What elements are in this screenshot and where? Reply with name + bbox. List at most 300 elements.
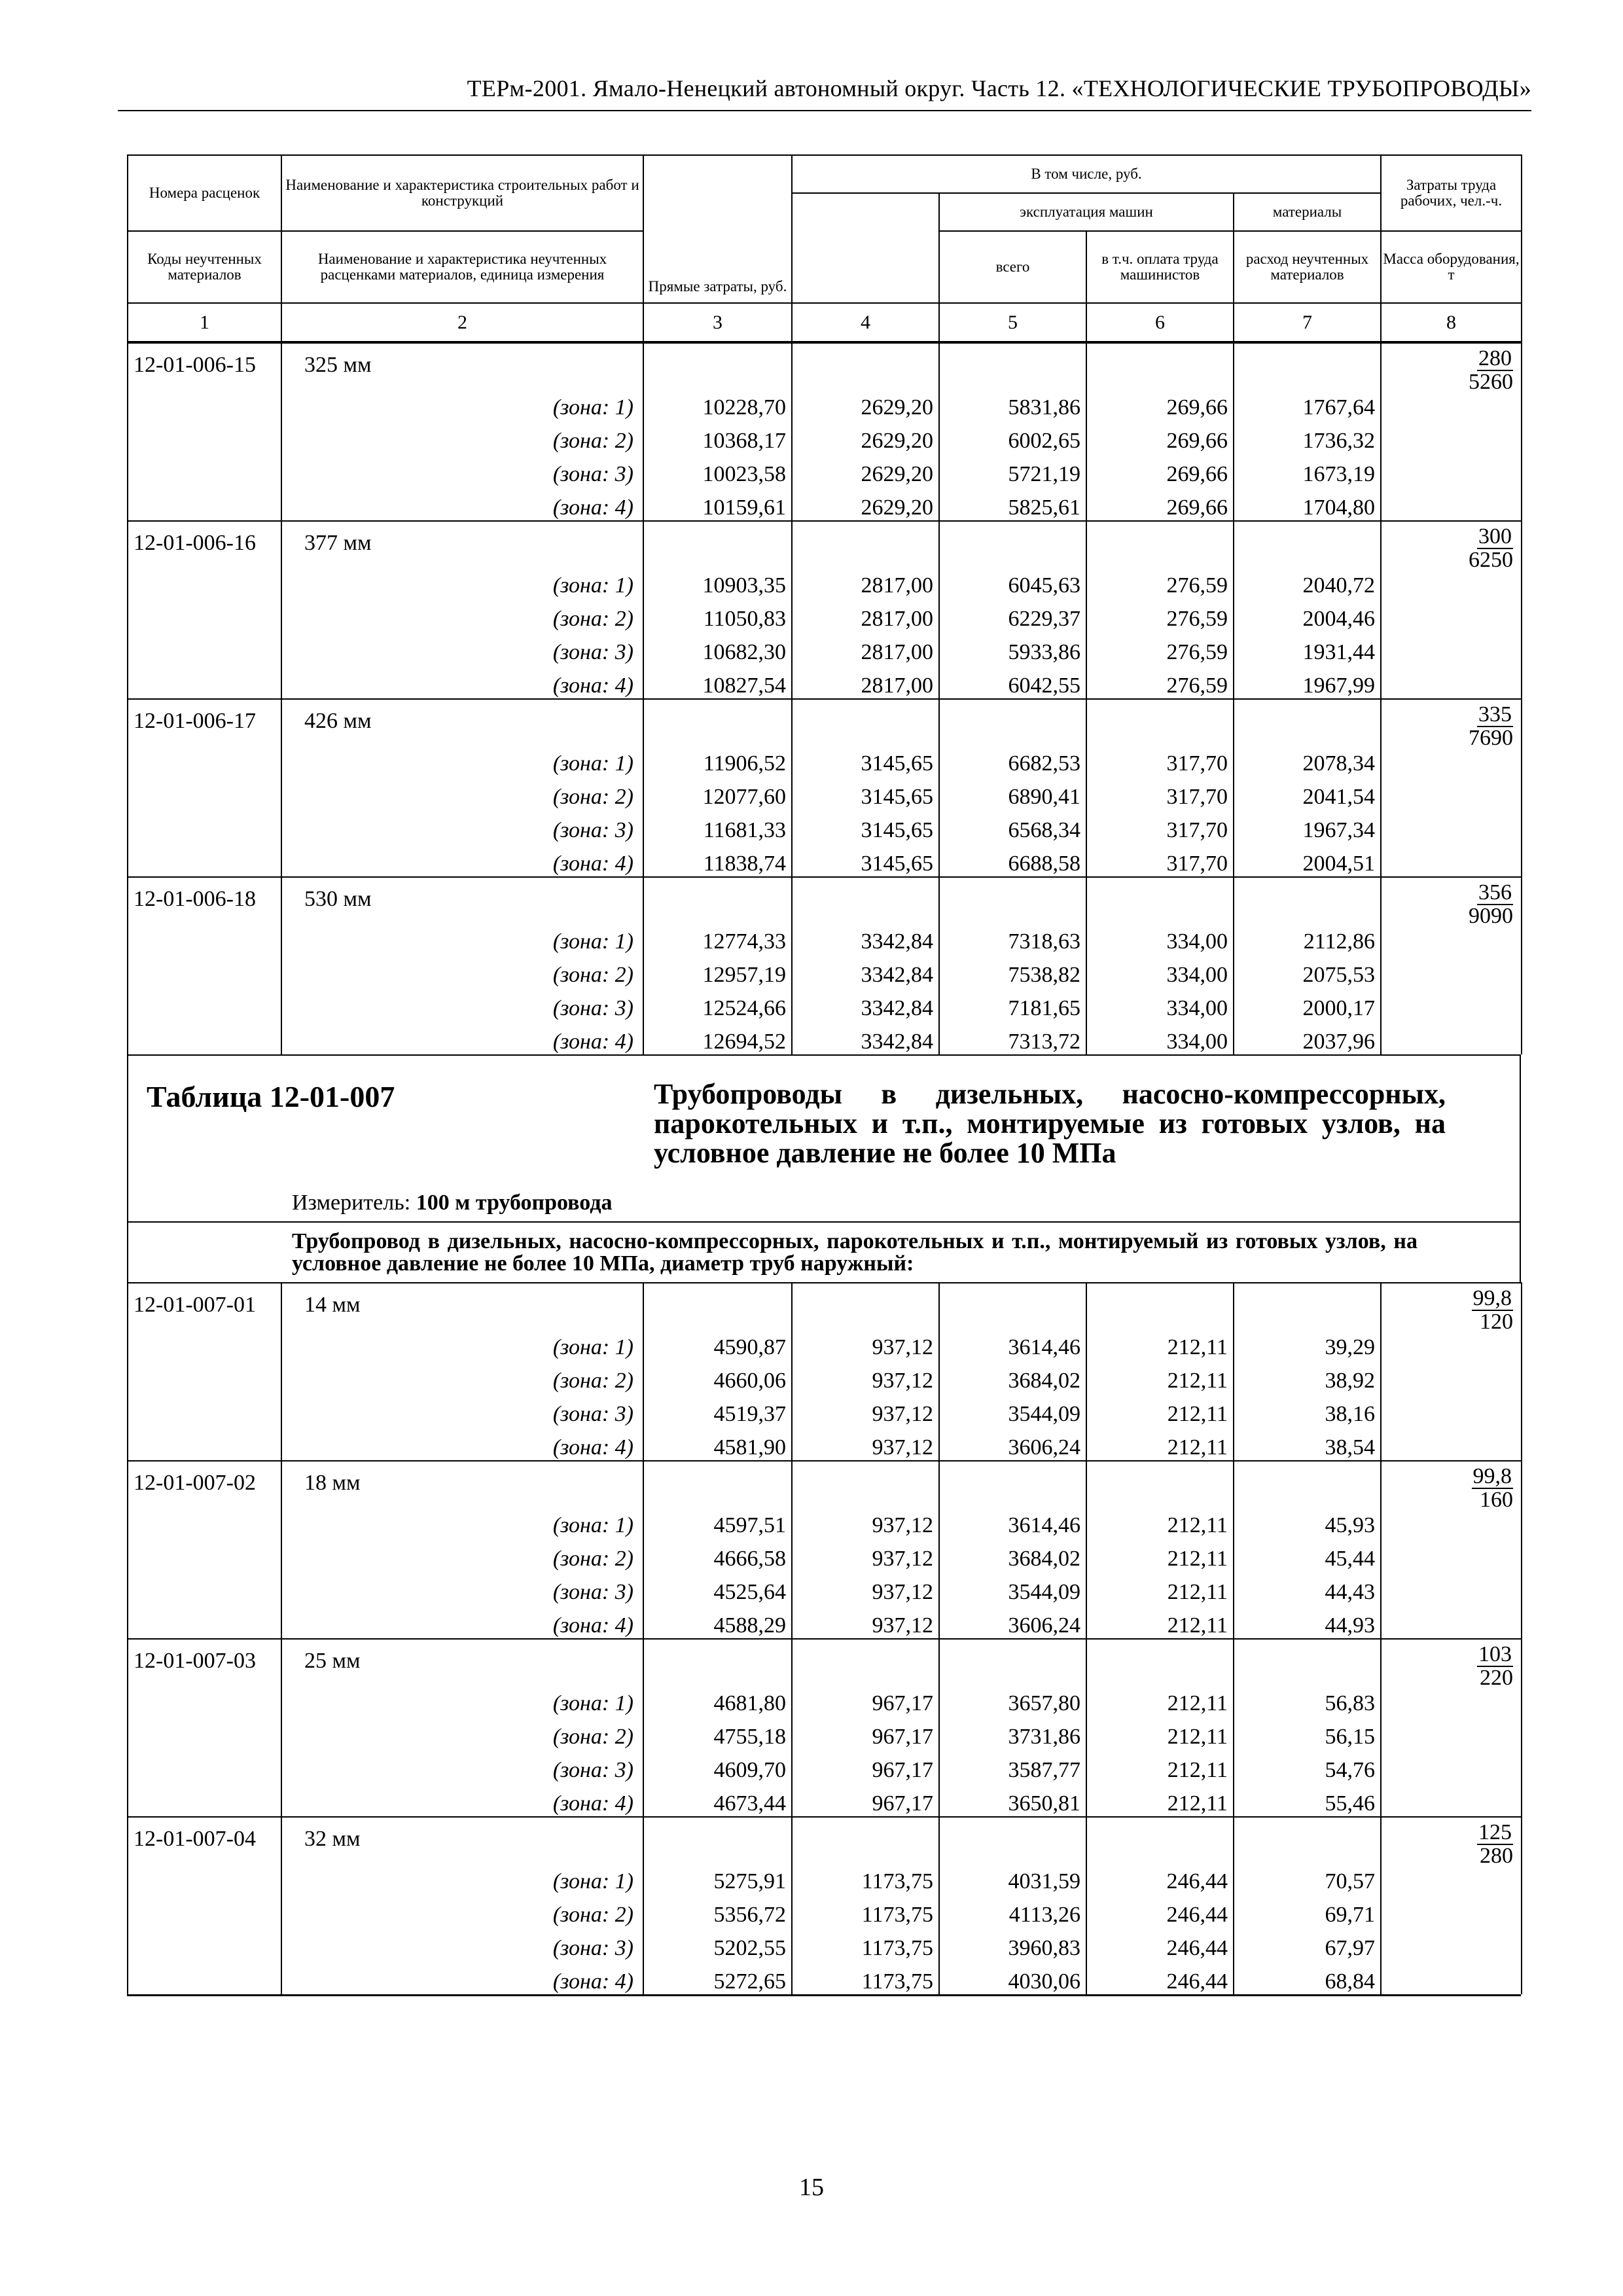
labor-cost: 335 [1478,702,1512,726]
worker-pay: 967,17 [792,1749,939,1783]
subheading-text: Трубопровод в дизельных, насосно-компрессорных, парокотельных и т.п., монтируемый из готовых узлов, на условное давление не более 10 МПа, диаметр труб наружный: [292,1229,1418,1276]
labor-mass-cell [1381,1639,1522,1817]
header-col2-top: Наименование и характеристика строительных работ и конструкций [281,155,643,231]
machinist-pay: 212,11 [1086,1571,1234,1605]
header-col8-bottom: Масса оборудования, т [1381,231,1522,303]
empty-cell [1086,343,1234,387]
header-group: В том числе, руб. [792,155,1381,193]
zone-row [128,1961,1522,1994]
empty-cell [792,699,939,743]
zone-row [128,743,1522,776]
materials-cost: 2112,86 [1234,921,1381,954]
zone-row [128,1749,1522,1783]
machines-total: 6890,41 [939,776,1086,810]
machinist-pay: 317,70 [1086,843,1234,877]
empty-cell [128,487,281,521]
direct-costs: 4581,90 [643,1427,792,1461]
direct-costs: 11838,74 [643,843,792,877]
empty-cell [128,665,281,699]
empty-cell [643,343,792,387]
zone-label: (зона: 4) [281,665,643,699]
empty-cell [128,776,281,810]
machinist-pay: 334,00 [1086,921,1234,954]
zone-label: (зона: 1) [281,565,643,598]
zone-label: (зона: 2) [281,1716,643,1749]
equipment-mass: 160 [1480,1488,1513,1512]
materials-cost: 67,97 [1234,1928,1381,1961]
empty-cell [128,1928,281,1961]
worker-pay: 967,17 [792,1716,939,1749]
zone-label: (зона: 4) [281,843,643,877]
worker-pay: 1173,75 [792,1861,939,1894]
empty-cell [792,1639,939,1683]
equipment-mass: 7690 [1469,726,1513,750]
rate-title-row [128,521,1522,565]
header-machines: эксплуатация машин [939,193,1234,231]
column-number: 8 [1381,303,1522,342]
materials-cost: 2004,51 [1234,843,1381,877]
zone-row [128,1605,1522,1639]
machines-total: 6042,55 [939,665,1086,699]
empty-cell [643,1283,792,1327]
zone-label: (зона: 2) [281,1894,643,1928]
worker-pay: 3145,65 [792,743,939,776]
worker-pay: 3342,84 [792,921,939,954]
empty-cell [792,1283,939,1327]
worker-pay: 2629,20 [792,420,939,454]
header-col5: всего [939,231,1086,303]
empty-cell [128,1605,281,1639]
labor-mass-cell [1381,877,1522,1054]
empty-cell [128,420,281,454]
materials-cost: 68,84 [1234,1961,1381,1994]
machinist-pay: 276,59 [1086,565,1234,598]
rate-name: 18 мм [281,1461,643,1505]
empty-cell [128,1961,281,1994]
empty-cell [128,1861,281,1894]
labor-mass-cell [1381,1283,1522,1461]
zone-row [128,1571,1522,1605]
machinist-pay: 334,00 [1086,954,1234,988]
zone-row [128,632,1522,665]
empty-cell [128,632,281,665]
machines-total: 6002,65 [939,420,1086,454]
zone-label: (зона: 1) [281,743,643,776]
empty-cell [128,1360,281,1393]
machines-total: 7318,63 [939,921,1086,954]
empty-cell [128,921,281,954]
worker-pay: 3342,84 [792,1021,939,1054]
zone-label: (зона: 2) [281,420,643,454]
labor-mass-cell [1381,521,1522,699]
machinist-pay: 269,66 [1086,454,1234,487]
empty-cell [643,699,792,743]
worker-pay: 2629,20 [792,487,939,521]
machines-total: 6688,58 [939,843,1086,877]
equipment-mass: 280 [1480,1844,1513,1868]
materials-cost: 45,44 [1234,1538,1381,1571]
worker-pay: 3145,65 [792,810,939,843]
header-materials: материалы [1234,193,1381,231]
zone-row [128,1538,1522,1571]
rate-name: 377 мм [281,521,643,565]
empty-cell [1234,343,1381,387]
machinist-pay: 246,44 [1086,1961,1234,1994]
empty-cell [1086,1461,1234,1505]
direct-costs: 5356,72 [643,1894,792,1928]
empty-cell [792,521,939,565]
machinist-pay: 317,70 [1086,776,1234,810]
zone-label: (зона: 3) [281,1749,643,1783]
machines-total: 3606,24 [939,1427,1086,1461]
zone-label: (зона: 3) [281,810,643,843]
machines-total: 5721,19 [939,454,1086,487]
rate-name: 530 мм [281,877,643,921]
worker-pay: 2629,20 [792,454,939,487]
materials-cost: 1767,64 [1234,387,1381,420]
column-numbers-row [128,303,1522,342]
equipment-mass: 120 [1480,1310,1513,1334]
labor-cost: 280 [1478,346,1512,370]
labor-mass-cell [1381,1461,1522,1639]
machinist-pay: 246,44 [1086,1894,1234,1928]
empty-cell [128,954,281,988]
machinist-pay: 269,66 [1086,387,1234,420]
labor-mass-cell [1381,699,1522,877]
worker-pay: 1173,75 [792,1894,939,1928]
labor-mass-cell [1381,343,1522,521]
machines-total: 3960,83 [939,1928,1086,1961]
rate-title-row [128,1461,1522,1505]
empty-cell [128,387,281,420]
zone-row [128,1327,1522,1360]
worker-pay: 1173,75 [792,1961,939,1994]
header-col2-bottom: Наименование и характеристика неучтенных расценками материалов, единица измерения [281,231,643,303]
materials-cost: 1704,80 [1234,487,1381,521]
empty-cell [128,1683,281,1716]
empty-cell [128,810,281,843]
empty-cell [939,877,1086,921]
machinist-pay: 269,66 [1086,487,1234,521]
empty-cell [128,1021,281,1054]
machines-total: 6568,34 [939,810,1086,843]
empty-cell [643,1817,792,1861]
empty-cell [1086,1817,1234,1861]
materials-cost: 38,54 [1234,1427,1381,1461]
empty-cell [1234,521,1381,565]
zone-label: (зона: 3) [281,454,643,487]
equipment-mass: 6250 [1469,548,1513,572]
labor-cost: 300 [1478,524,1512,548]
machinist-pay: 269,66 [1086,420,1234,454]
zone-label: (зона: 1) [281,1505,643,1538]
machines-total: 4113,26 [939,1894,1086,1928]
worker-pay: 2817,00 [792,565,939,598]
rate-name: 14 мм [281,1283,643,1327]
zone-row [128,487,1522,521]
rate-title-row [128,1283,1522,1327]
machines-total: 6045,63 [939,565,1086,598]
machines-total: 3614,46 [939,1327,1086,1360]
worker-pay: 937,12 [792,1571,939,1605]
direct-costs: 10159,61 [643,487,792,521]
direct-costs: 12774,33 [643,921,792,954]
materials-cost: 54,76 [1234,1749,1381,1783]
worker-pay: 3342,84 [792,988,939,1021]
direct-costs: 10228,70 [643,387,792,420]
machinist-pay: 334,00 [1086,988,1234,1021]
empty-cell [128,743,281,776]
empty-cell [1086,877,1234,921]
empty-cell [1086,521,1234,565]
rate-title-row [128,699,1522,743]
materials-cost: 56,15 [1234,1716,1381,1749]
empty-cell [939,1283,1086,1327]
column-number: 6 [1086,303,1234,342]
zone-row [128,1021,1522,1054]
direct-costs: 4660,06 [643,1360,792,1393]
machines-total: 7538,82 [939,954,1086,988]
machinist-pay: 212,11 [1086,1683,1234,1716]
worker-pay: 2817,00 [792,665,939,699]
materials-cost: 2075,53 [1234,954,1381,988]
zone-row [128,921,1522,954]
machinist-pay: 317,70 [1086,810,1234,843]
labor-cost: 103 [1478,1642,1512,1666]
direct-costs: 4681,80 [643,1683,792,1716]
machines-total: 6229,37 [939,598,1086,632]
header-col4-blank [792,193,939,303]
machinist-pay: 212,11 [1086,1749,1234,1783]
equipment-mass: 220 [1480,1666,1513,1690]
zone-label: (зона: 2) [281,1360,643,1393]
zone-row [128,1683,1522,1716]
empty-cell [128,1716,281,1749]
rates-document [127,154,1521,1996]
materials-cost: 56,83 [1234,1683,1381,1716]
empty-cell [939,699,1086,743]
direct-costs: 4666,58 [643,1538,792,1571]
empty-cell [1086,1283,1234,1327]
direct-costs: 11681,33 [643,810,792,843]
materials-cost: 44,93 [1234,1605,1381,1639]
zone-row [128,420,1522,454]
direct-costs: 12524,66 [643,988,792,1021]
rate-code: 12-01-006-15 [128,343,281,387]
empty-cell [128,1427,281,1461]
materials-cost: 69,71 [1234,1894,1381,1928]
empty-cell [128,1327,281,1360]
column-number: 7 [1234,303,1381,342]
materials-cost: 2040,72 [1234,565,1381,598]
direct-costs: 4588,29 [643,1605,792,1639]
empty-cell [1086,1639,1234,1683]
meter-value: 100 м трубопровода [416,1191,613,1215]
empty-cell [643,877,792,921]
header-col8-top: Затраты труда рабочих, чел.-ч. [1381,155,1522,231]
zone-label: (зона: 2) [281,954,643,988]
direct-costs: 5275,91 [643,1861,792,1894]
machines-total: 3606,24 [939,1605,1086,1639]
zone-label: (зона: 1) [281,387,643,420]
direct-costs: 4673,44 [643,1783,792,1817]
empty-cell [792,877,939,921]
zone-label: (зона: 4) [281,1605,643,1639]
zone-label: (зона: 2) [281,598,643,632]
empty-cell [792,1817,939,1861]
zone-label: (зона: 1) [281,1683,643,1716]
zone-row [128,565,1522,598]
machinist-pay: 212,11 [1086,1360,1234,1393]
materials-cost: 2004,46 [1234,598,1381,632]
zone-row [128,387,1522,420]
empty-cell [939,521,1086,565]
empty-cell [792,1461,939,1505]
direct-costs: 12077,60 [643,776,792,810]
worker-pay: 937,12 [792,1505,939,1538]
empty-cell [939,1461,1086,1505]
materials-cost: 2041,54 [1234,776,1381,810]
direct-costs: 5272,65 [643,1961,792,1994]
worker-pay: 937,12 [792,1605,939,1639]
machines-total: 3684,02 [939,1538,1086,1571]
zone-label: (зона: 4) [281,1783,643,1817]
machines-total: 3650,81 [939,1783,1086,1817]
rate-code: 12-01-007-02 [128,1461,281,1505]
direct-costs: 11906,52 [643,743,792,776]
machines-total: 5831,86 [939,387,1086,420]
zone-label: (зона: 1) [281,1327,643,1360]
table-section-12-01-007 [127,1054,1521,1221]
machinist-pay: 276,59 [1086,632,1234,665]
rate-name: 32 мм [281,1817,643,1861]
machines-total: 7313,72 [939,1021,1086,1054]
labor-cost: 99,8 [1472,1464,1512,1488]
empty-cell [1234,1461,1381,1505]
zone-row [128,988,1522,1021]
machines-total: 6682,53 [939,743,1086,776]
machines-total: 5933,86 [939,632,1086,665]
direct-costs: 10368,17 [643,420,792,454]
materials-cost: 1967,34 [1234,810,1381,843]
machines-total: 3657,80 [939,1683,1086,1716]
direct-costs: 10827,54 [643,665,792,699]
labor-cost: 99,8 [1472,1286,1512,1310]
machines-total: 3544,09 [939,1571,1086,1605]
worker-pay: 1173,75 [792,1928,939,1961]
zone-label: (зона: 1) [281,921,643,954]
materials-cost: 38,92 [1234,1360,1381,1393]
materials-cost: 38,16 [1234,1393,1381,1427]
machines-total: 7181,65 [939,988,1086,1021]
empty-cell [1234,699,1381,743]
zone-label: (зона: 4) [281,487,643,521]
machinist-pay: 276,59 [1086,665,1234,699]
rate-code: 12-01-007-01 [128,1283,281,1327]
empty-cell [128,1393,281,1427]
materials-cost: 44,43 [1234,1571,1381,1605]
equipment-mass: 9090 [1469,904,1513,928]
zone-label: (зона: 3) [281,988,643,1021]
empty-cell [792,343,939,387]
rate-code: 12-01-006-18 [128,877,281,921]
empty-cell [128,454,281,487]
labor-mass-cell [1381,1817,1522,1994]
machinist-pay: 246,44 [1086,1861,1234,1894]
machinist-pay: 212,11 [1086,1716,1234,1749]
worker-pay: 967,17 [792,1783,939,1817]
machinist-pay: 212,11 [1086,1783,1234,1817]
machines-total: 4030,06 [939,1961,1086,1994]
page-header-text: ТЕРм-2001. Ямало-Ненецкий автономный округ. Часть 12. «ТЕХНОЛОГИЧЕСКИЕ ТРУБОПРОВОДЫ» [467,75,1531,101]
worker-pay: 937,12 [792,1360,939,1393]
empty-cell [128,1571,281,1605]
equipment-mass: 5260 [1469,370,1513,394]
direct-costs: 10023,58 [643,454,792,487]
machines-total: 3587,77 [939,1749,1086,1783]
materials-cost: 1967,99 [1234,665,1381,699]
direct-costs: 10682,30 [643,632,792,665]
zone-row [128,843,1522,877]
empty-cell [643,1639,792,1683]
worker-pay: 3342,84 [792,954,939,988]
section-subheading [127,1221,1521,1282]
column-number: 5 [939,303,1086,342]
empty-cell [1086,699,1234,743]
materials-cost: 1931,44 [1234,632,1381,665]
empty-cell [939,343,1086,387]
empty-cell [643,1461,792,1505]
machines-total: 3544,09 [939,1393,1086,1427]
materials-cost: 2000,17 [1234,988,1381,1021]
section-caption: Трубопроводы в дизельных, насосно-компрессорных, парокотельных и т.п., монтируемые из готовых узлов, на условное давление не более 10 МПа [654,1078,1446,1169]
machinist-pay: 212,11 [1086,1605,1234,1639]
empty-cell [939,1817,1086,1861]
machines-total: 3684,02 [939,1360,1086,1393]
zone-label: (зона: 3) [281,632,643,665]
empty-cell [128,1749,281,1783]
zone-label: (зона: 4) [281,1427,643,1461]
section-meter [292,1191,613,1215]
header-col6: в т.ч. оплата труда машинистов [1086,231,1234,303]
worker-pay: 3145,65 [792,843,939,877]
zone-row [128,1716,1522,1749]
materials-cost: 70,57 [1234,1861,1381,1894]
machinist-pay: 212,11 [1086,1538,1234,1571]
zone-row [128,776,1522,810]
rate-title-row [128,1817,1522,1861]
worker-pay: 937,12 [792,1427,939,1461]
zone-row [128,1505,1522,1538]
machinist-pay: 246,44 [1086,1928,1234,1961]
machines-total: 4031,59 [939,1861,1086,1894]
header-col7: расход неучтенных материалов [1234,231,1381,303]
materials-cost: 39,29 [1234,1327,1381,1360]
rate-title-row [128,1639,1522,1683]
header-col1-bottom: Коды неучтенных материалов [128,231,281,303]
materials-cost: 1673,19 [1234,454,1381,487]
table-bottom-border [127,1994,1521,1996]
section-title: Таблица 12-01-007 [147,1080,395,1113]
zone-label: (зона: 3) [281,1928,643,1961]
empty-cell [128,565,281,598]
direct-costs: 4525,64 [643,1571,792,1605]
zone-row [128,1783,1522,1817]
worker-pay: 937,12 [792,1538,939,1571]
zone-row [128,1894,1522,1928]
direct-costs: 4519,37 [643,1393,792,1427]
rate-name: 426 мм [281,699,643,743]
